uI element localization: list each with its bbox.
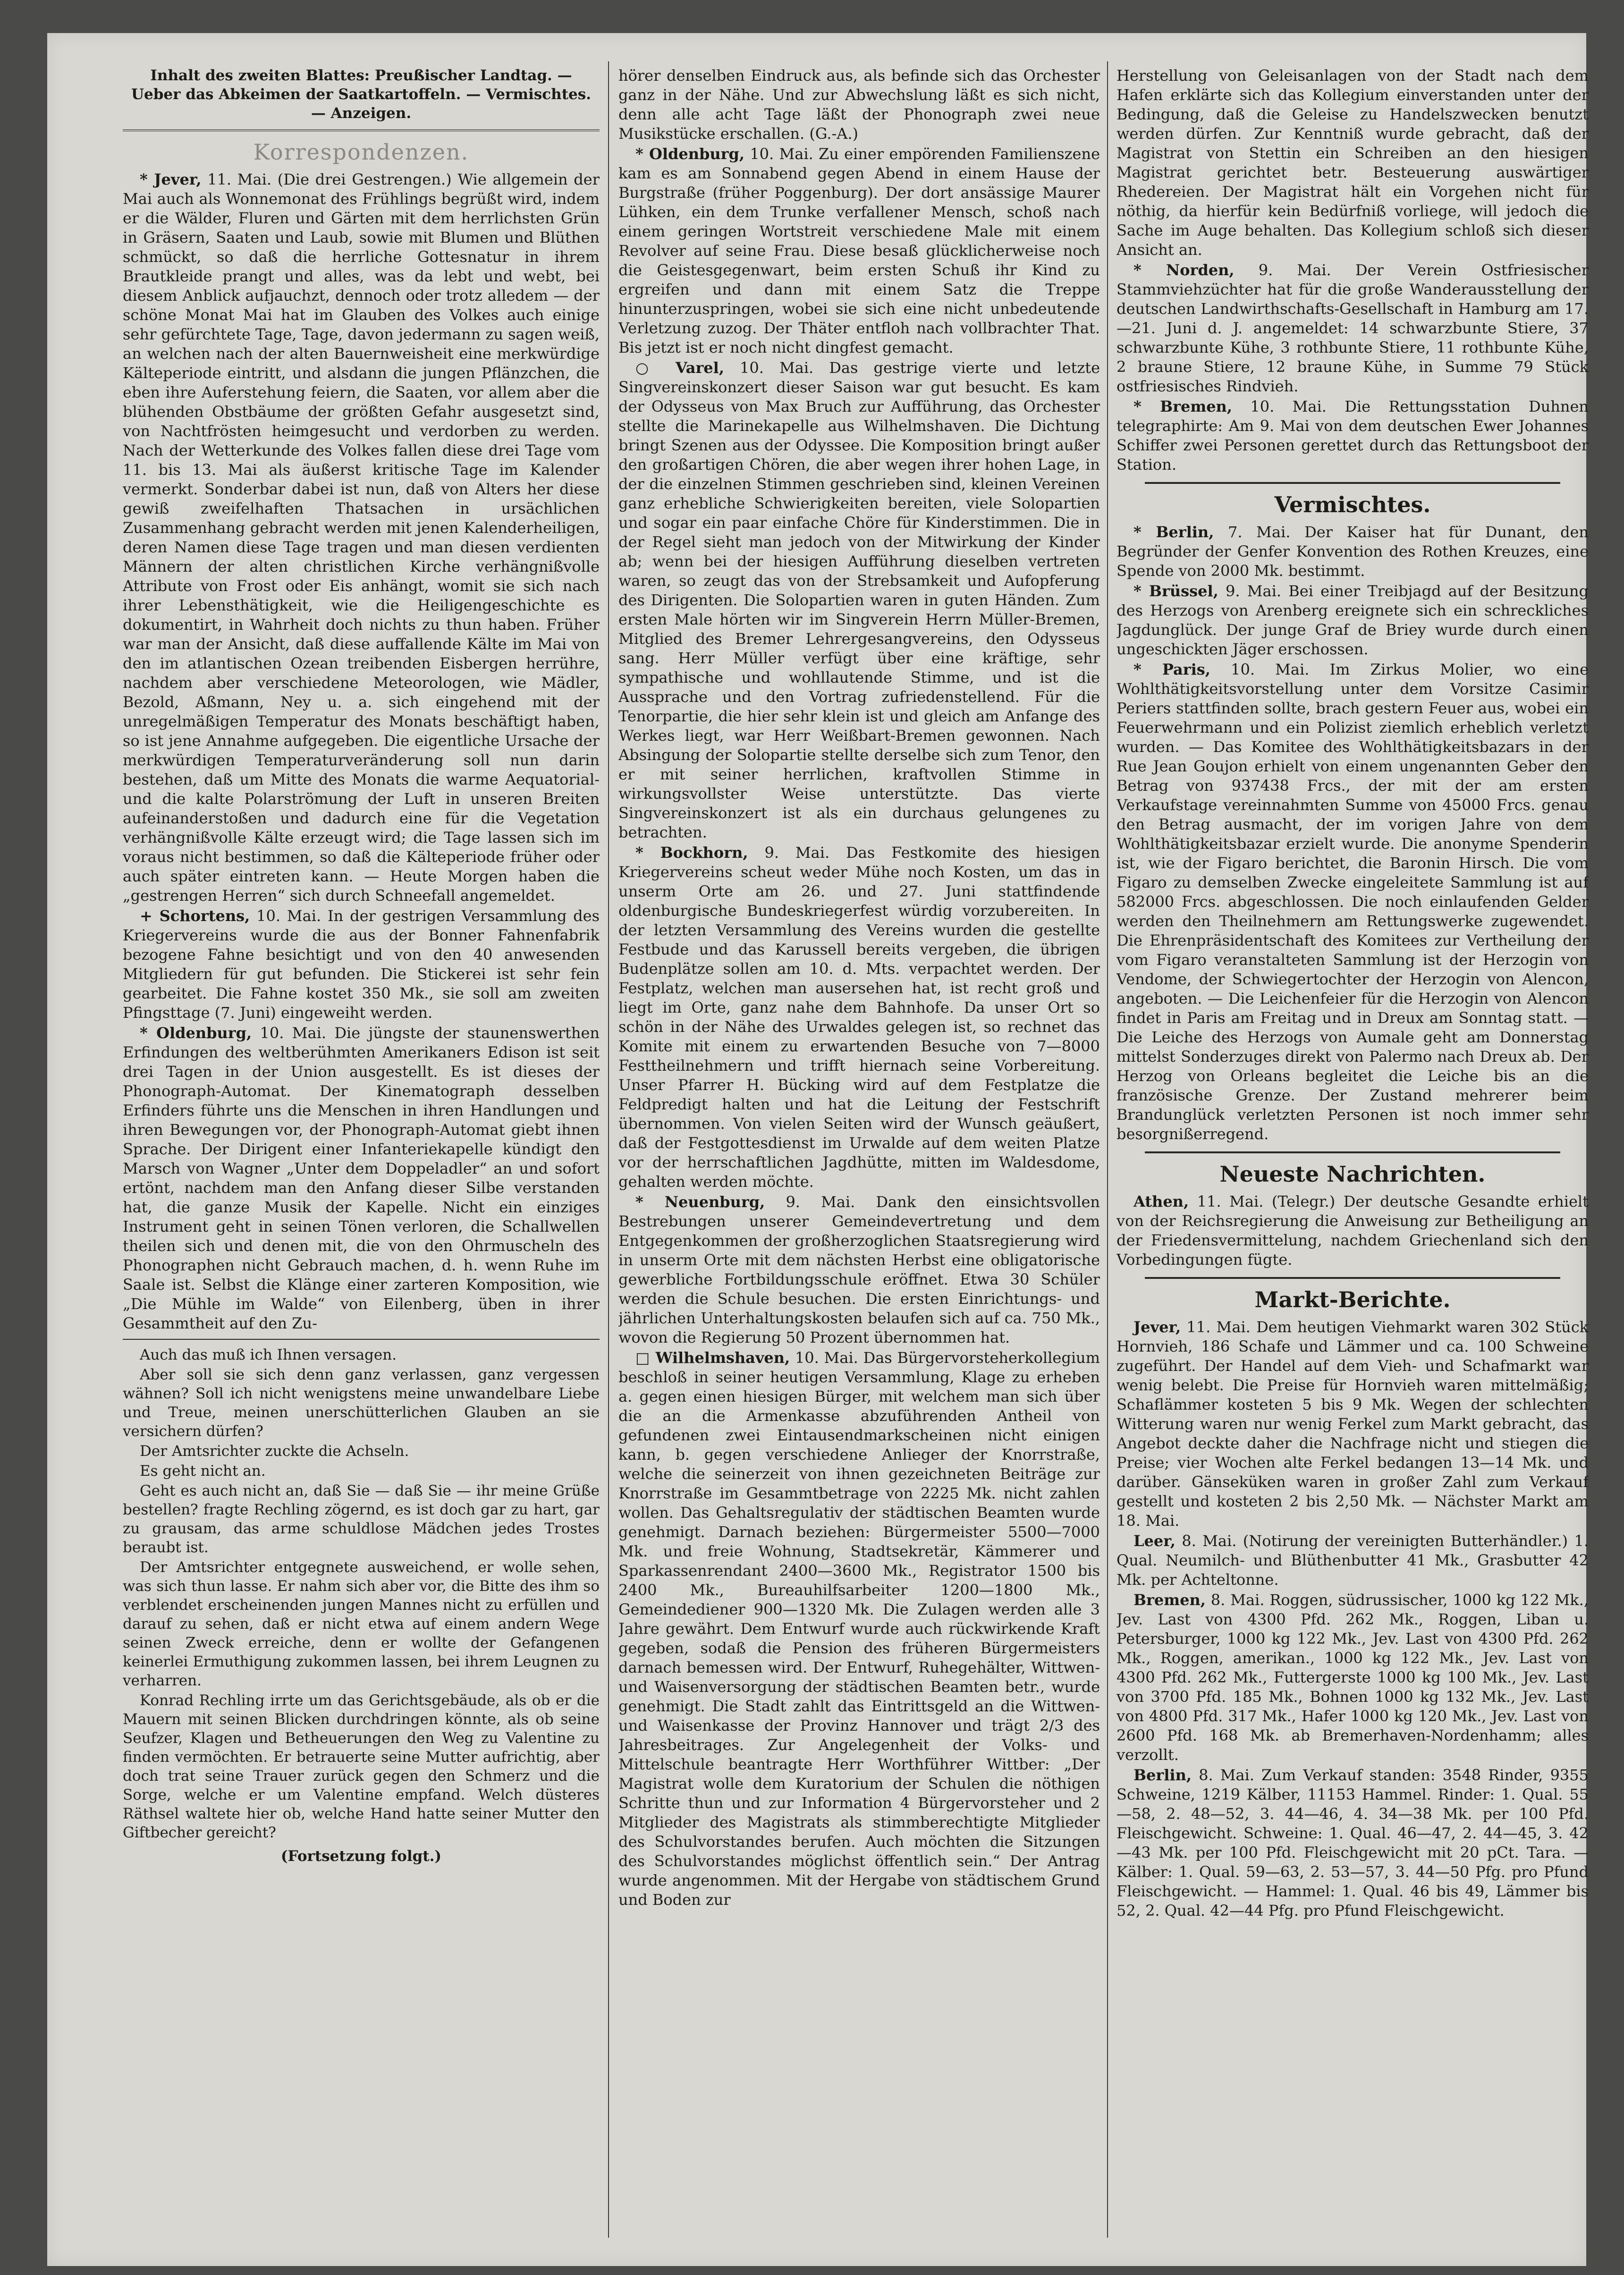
- article: [618, 1192, 1100, 1347]
- section-divider: [1145, 1151, 1560, 1153]
- dateline: * Brüssel,: [1133, 582, 1218, 600]
- article-continuation: hörer denselben Eindruck aus, als befinde sich das Orchester ganz in der Nähe. Und zur Abwechslung läßt es sich nicht, denn alle acht Tage läßt der Phonograph zwei neue Musikstücke erschallen. (G.-A.): [618, 67, 1100, 143]
- dateline: + Schortens,: [140, 907, 250, 925]
- section-divider: [1145, 1277, 1560, 1279]
- section-heading-vermischtes: Vermischtes.: [1274, 492, 1431, 517]
- article: [123, 906, 600, 1023]
- article-text: 10. Mai. In der gestrigen Versammlung des Kriegervereins wurde die aus der Bonner Fahnenfabrik bezogene Fahne besichtigt und von den 40 anwesenden Mitgliedern für gut befunden. Die Stickerei ist sehr fein gearbeitet. Die Fahne kostet 350 Mk., sie soll am zweiten Pfingsttage (7. Juni) eingeweiht werden.: [123, 907, 600, 1022]
- column-rule: [608, 61, 609, 2238]
- story-paragraph: Der Amtsrichter entgegnete ausweichend, er wolle sehen, was sich thun lasse. Er nahm sich aber vor, die Bitte des ihm so verblendet erscheinenden jungen Mannes nicht zu erfüllen und darauf zu sehen, daß er nicht etwa auf einem andern Wege seinen Zweck erreiche, denn er wollte der Gefangenen keinerlei Ermuthigung zukommen lassen, bei ihrem Leugnen zu verharren.: [123, 1559, 600, 1689]
- dateline: Jever,: [1133, 1318, 1181, 1336]
- column-1: [123, 66, 600, 2242]
- article: [1116, 397, 1589, 474]
- dateline: * Oldenburg,: [635, 145, 745, 163]
- article-continuation: Herstellung von Geleisanlagen von der Stadt nach dem Hafen erklärte sich das Kollegium einverstanden unter der Bedingung, daß die Geleise zu Handelszwecken benutzt werden dürfen. Zur Kenntniß wurde gebracht, daß der Magistrat von Stettin ein Schreiben an den hiesigen Magistrat gerichtet betr. Besteuerung auswärtiger Rhedereien. Der Magistrat hält ein Vorgehen nicht für nöthig, da hierfür kein Bedürfniß vorliege, will jedoch die Sache im Auge behalten. Das Kollegium schloß sich dieser Ansicht an.: [1116, 67, 1589, 259]
- dateline: Bremen,: [1133, 1591, 1206, 1609]
- story-paragraph: Aber soll sie sich denn ganz verlassen, ganz vergessen wähnen? Soll ich nicht wenigstens meine unwandelbare Liebe und Treue, meinen unerschütterlichen Glauben an sie versichern dürfen?: [123, 1366, 600, 1440]
- story-continuation-note: (Fortsetzung folgt.): [280, 1848, 442, 1865]
- feuilleton-story: [123, 1345, 600, 1866]
- section-heading-korrespondenzen: Korrespondenzen.: [253, 139, 469, 165]
- article: [1116, 1590, 1589, 1765]
- article: [1116, 1318, 1589, 1531]
- article: [1116, 582, 1589, 659]
- article-text: 10. Mai. Das Bürgervorsteherkollegium beschloß in seiner heutigen Versammlung, Klage zu erheben a. gegen einen hiesigen Bürger, mit welchem man sich über die an die Armenkasse abzuführenden Antheil von gefundenen zwei Eintausendmarkscheinen nicht einigen kann, b. gegen verschiedene Anlieger der Knorrstraße, welche die seinerzeit von ihnen gezeichneten Beiträge zur Knorrstraße im Gesammtbetrage von 2225 Mk. nicht zahlen wollen. Das Gehaltsregulativ der städtischen Beamten wurde genehmigt. Darnach beziehen: Bürgermeister 5500—7000 Mk. und freie Wohnung, Stadtsekretär, Kämmerer und Sparkassenrendant 2400—3600 Mk., Registrator 1500 bis 2400 Mk., Bureauhilfsarbeiter 1200—1800 Mk., Gemeindediener 900—1320 Mk. Die Zulagen werden alle 3 Jahre gewährt. Dem Entwurf wurde auch rückwirkende Kraft gegeben, sodaß die Pension des früheren Bürgermeisters darnach bemessen wird. Der Entwurf, Ruhegehälter, Wittwen- und Waisenversorgung der städtischen Beamten betr., wurde genehmigt. Die Stadt zahlt das Eintrittsgeld an die Wittwen- und Waisenkasse der Provinz Hannover und trägt 2/3 des Jahresbeitrages. Zur Angelegenheit der Volks- und Mittelschule beantragte Herr Worthführer Wittber: „Der Magistrat wolle dem Kuratorium der Schulen die nöthigen Schritte thun und zur Information 4 Bürgervorsteher und 2 Mitglieder des Magistrats als stimmberechtigte Mitglieder des Schulvorstandes berufen. Auch möchten die Sitzungen des Schulvorstandes möglichst öffentlich sein.“ Der Antrag wurde angenommen. Mit der Hergabe von städtischem Grund und Boden zur: [618, 1349, 1100, 1909]
- article-text: 11. Mai. (Telegr.) Der deutsche Gesandte erhielt von der Reichsregierung die Anweisung zur Betheiligung an der Friedensvermittelung, nachdem Griechenland sich den Vorbedingungen fügte.: [1116, 1192, 1589, 1269]
- article: [123, 170, 600, 905]
- newspaper-page: [47, 33, 1589, 2266]
- article: [618, 843, 1100, 1192]
- article: [123, 1023, 600, 1333]
- column-rule: [1107, 61, 1108, 2238]
- dateline: * Berlin,: [1133, 523, 1214, 541]
- article-text: 9. Mai. Dank den einsichtsvollen Bestrebungen unserer Gemeindevertretung und dem Entgegenkommen der großherzoglichen Staatsregierung wird in unserm Orte mit dem nächsten Herbst eine obligatorische gewerbliche Fortbildungsschule eröffnet. Etwa 30 Schüler werden die Schule besuchen. Die ersten Einrichtungs- und jährlichen Unterhaltungskosten belaufen sich auf ca. 750 Mk., wovon die Regierung 50 Prozent übernommen hat.: [618, 1193, 1100, 1346]
- story-paragraph: Konrad Rechling irrte um das Gerichtsgebäude, als ob er die Mauern mit seinen Blicken durchdringen könnte, als ob seine Seufzer, Klagen und Betheuerungen den Weg zu Valentine zu finden vermöchten. Er betrauerte seine Mutter aufrichtig, aber doch trat seine Trauer zurück gegen den Schmerz und die Sorge, welche er um Valentine empfand. Welch düsteres Räthsel waltete hier ob, welche Hand hatte seiner Mutter den Giftbecher gereicht?: [123, 1692, 600, 1841]
- article-text: 8. Mai. Zum Verkauf standen: 3548 Rinder, 9355 Schweine, 1219 Kälber, 11153 Hammel. Rinder: 1. Qual. 55—58, 2. 48—52, 3. 44—46, 4. 34—38 Mk. per 100 Pfd. Fleischgewicht. Schweine: 1. Qual. 46—47, 2. 44—45, 3. 42—43 Mk. per 100 Pfd. Fleischgewicht mit 20 pCt. Tara. — Kälber: 1. Qual. 59—63, 2. 53—57, 3. 44—50 Pfg. pro Pfund Fleischgewicht. — Hammel: 1. Qual. 46 bis 49, Lämmer bis 52, 2. Qual. 42—44 Pfg. pro Pfund Fleischgewicht.: [1116, 1766, 1589, 1920]
- article: [1116, 1192, 1589, 1269]
- article-text: 8. Mai. (Notirung der vereinigten Butterhändler.) 1. Qual. Neumilch- und Blüthenbutter 41 Mk., Grasbutter 42 Mk. per Achteltonne.: [1116, 1532, 1589, 1589]
- article: [618, 144, 1100, 357]
- article-text: 10. Mai. Die Rettungsstation Duhnen telegraphirte: Am 9. Mai von dem deutschen Ewer Johannes Schiffer zwei Personen gerettet durch das Rettungsboot der Station.: [1116, 397, 1589, 474]
- article-text: 10. Mai. Die jüngste der staunenswerthen Erfindungen des weltberühmten Amerikaners Edison ist seit drei Tagen in der Union ausgestellt. Es ist dieses der Phonograph-Automat. Der Kinematograph desselben Erfinders führte uns die Menschen in ihren Handlungen und ihren Bewegungen vor, der Phonograph-Automat giebt ihnen Sprache. Der Dirigent einer Infanteriekapelle kündigt den Marsch von Wagner „Unter dem Doppeladler“ an und sofort ertönt, nachdem man den Anfang dieser Silbe verstanden hat, die ganze Musik der Kapelle. Nicht ein einziges Instrument geht in seinen Tönen verloren, die Schallwellen theilen sich und denen mit, die von den Ohrmuscheln des Phonographen nicht Gebrauch machen, d. h. wenn Ruhe im Saale ist. Selbst die Klänge einer zarteren Komposition, wie „Die Mühle im Walde“ von Eilenberg, üben in ihrer Gesammtheit auf den Zu-: [123, 1024, 600, 1332]
- dateline: □ Wilhelmshaven,: [635, 1349, 790, 1367]
- article: [618, 358, 1100, 842]
- article-text: 10. Mai. Im Zirkus Molier, wo eine Wohlthätigkeitsvorstellung unter dem Vorsitze Casimir Periers stattfinden sollte, brach gestern Feuer aus, wobei ein Feuerwehrmann und ein Polizist ziemlich erheblich verletzt wurden. — Das Komitee des Wohlthätigkeitsbazars in der Rue Jean Goujon erhielt von einem ungenannten Geber den Betrag von 937438 Frcs., der mit der am ersten Verkaufstage vereinnahmten Summe von 45000 Frcs. genau den Betrag ausmacht, der im vorigen Jahre von dem Wohlthätigkeitsbazar erzielt wurde. Die anonyme Spenderin ist, wie der Figaro berichtet, die Baronin Hirsch. Die vom Figaro zu demselben Zwecke eingeleitete Sammlung ist auf 582000 Frcs. abgeschlossen. Die noch einlaufenden Gelder werden den Theilnehmern am Rettungswerke zugewendet. Die Ehrenpräsidentschaft des Komitees zur Vertheilung der vom Figaro veranstalteten Sammlung ist der Herzogin von Vendome, der Schwiegertochter der Herzogin von Alencon, angeboten. — Die Leichenfeier für die Herzogin von Alencon findet in Paris am Freitag und in Dreux am Sonntag statt. — Die Leiche des Herzogs von Aumale geht am Donnerstag mittelst Sonderzuges direkt von Palermo nach Dreux ab. Der Herzog von Orleans begleitet die Leiche bis an die französische Grenze. Der Zustand mehrerer beim Brandunglück verletzten Personen ist noch immer sehr besorgnißerregend.: [1116, 660, 1589, 1143]
- dateline: Leer,: [1133, 1532, 1176, 1550]
- article: [1116, 261, 1589, 396]
- article-text: 9. Mai. Das Festkomite des hiesigen Kriegervereins scheut weder Mühe noch Kosten, um das in unserm Orte am 26. und 27. Juni stattfindende oldenburgische Bundeskriegerfest würdig vorzubereiten. In der letzten Versammlung des Vereins wurden die gestellte Festbude und das Karussell bereits vergeben, die übrigen Budenplätze sollen am 10. d. Mts. verpachtet werden. Der Festplatz, welchen man ausersehen hat, ist recht groß und liegt im Orte, ganz nahe dem Bahnhofe. Da unser Ort so schön in der Nähe des Urwaldes gelegen ist, so rechnet das Komite mit einem zu erwartenden Besuche von 7—8000 Festtheilnehmern und trifft hiernach seine Vorbereitung. Unser Pfarrer H. Bücking wird auf dem Festplatze die Feldpredigt halten und hat die Leitung der Festschrift übernommen. Von vielen Seiten wird der Wunsch geäußert, daß der Festgottesdienst im Urwalde auf dem weiten Platze vor der herrschaftlichen Jagdhütte, mitten im Waldesdome, gehalten werden möchte.: [618, 844, 1100, 1191]
- section-divider: [1145, 482, 1560, 484]
- dateline: ○ Varel,: [635, 359, 724, 377]
- dateline: * Paris,: [1133, 660, 1210, 678]
- dateline: Athen,: [1133, 1192, 1189, 1210]
- article: [1116, 660, 1589, 1144]
- section-heading-neueste-nachrichten: Neueste Nachrichten.: [1219, 1161, 1486, 1187]
- dateline: Berlin,: [1133, 1766, 1192, 1784]
- story-paragraph: Geht es auch nicht an, daß Sie — daß Sie — ihr meine Grüße bestellen? fragte Rechling zögernd, es ist doch gar zu hart, gar zu grausam, das arme schuldlose Mädchen jedes Trostes beraubt ist.: [123, 1482, 600, 1556]
- article-text: 11. Mai. Dem heutigen Viehmarkt waren 302 Stück Hornvieh, 186 Schafe und Lämmer und ca. 100 Schweine zugeführt. Der Handel auf dem Vieh- und Schafmarkt war wenig belebt. Die Preise für Hornvieh waren mittelmäßig; Schaflämmer kosteten 5 bis 9 Mk. Wegen der schlechten Witterung waren nur wenig Ferkel zum Markt gebracht, das Angebot deckte daher die Nachfrage nicht und stiegen die Preise; vier Wochen alte Ferkel bedangen 13—14 Mk. und darüber. Gänseküken waren in großer Zahl zum Verkauf gestellt und kosteten 2 bis 2,50 Mk. — Nächster Markt am 18. Mai.: [1116, 1318, 1589, 1530]
- article-text: 10. Mai. Zu einer empörenden Familienszene kam es am Sonnabend gegen Abend in einem Hause der Burgstraße (früher Poggenburg). Der dort ansässige Maurer Lühken, ein dem Trunke verfallener Mensch, schoß nach einem geringen Wortstreit verschiedene Male mit einem Revolver auf seine Frau. Diese besaß glücklicherweise noch die Geistesgegenwart, beim ersten Schuß ihr Kind zu ergreifen und dann mit einem Satz die Treppe hinunterzuspringen, wobei sie sich eine nicht unbedeutende Verletzung zuzog. Der Thäter entfloh nach vollbrachter That. Bis jetzt ist er noch nicht dingfest gemacht.: [618, 145, 1100, 356]
- section-heading-markt-berichte: Markt-Berichte.: [1254, 1287, 1451, 1312]
- dateline: * Bockhorn,: [635, 844, 748, 862]
- column-3: [1116, 66, 1589, 2242]
- feuilleton-divider: [123, 1339, 600, 1340]
- article: [618, 1348, 1100, 1910]
- article-text: 9. Mai. Bei einer Treibjagd auf der Besitzung des Herzogs von Arenberg ereignete sich ein schreckliches Jagdunglück. Der junge Graf de Briey wurde durch einen ungeschickten Jäger erschossen.: [1116, 582, 1589, 658]
- story-paragraph: Auch das muß ich Ihnen versagen.: [140, 1346, 397, 1363]
- story-paragraph: Der Amtsrichter zuckte die Achseln.: [140, 1443, 409, 1460]
- dateline: * Norden,: [1133, 261, 1235, 279]
- article-text: 8. Mai. Roggen, südrussischer, 1000 kg 122 Mk., Jev. Last von 4300 Pfd. 262 Mk., Roggen, Liban u. Petersburger, 1000 kg 122 Mk., Jev. Last von 4300 Pfd. 262 Mk., Roggen, amerikan., 1000 kg 122 Mk., Jev. Last von 4300 Pfd. 262 Mk., Futtergerste 1000 kg 100 Mk., Jev. Last von 3700 Pfd. 185 Mk., Bohnen 1000 kg 132 Mk., Jev. Last von 4800 Pfd. 317 Mk., Hafer 1000 kg 120 Mk., Jev. Last von 2600 Pfd. 168 Mk. ab Bremerhaven-Nordenhamm; alles verzollt.: [1116, 1591, 1589, 1764]
- article: [1116, 1531, 1589, 1590]
- table-of-contents: Inhalt des zweiten Blattes: Preußischer Landtag. — Ueber das Abkeimen der Saatkartoffeln. — Vermischtes. — Anzeigen.: [123, 66, 600, 131]
- article-text: 10. Mai. Das gestrige vierte und letzte Singvereinskonzert dieser Saison war gut besucht. Es kam der Odysseus von Max Bruch zur Aufführung, das Orchester stellte die Marinekapelle aus Wilhelmshaven. Die Dichtung bringt Szenen aus der Odyssee. Die Komposition bringt außer den großartigen Chören, die aber wegen ihrer hohen Lage, in der die einzelnen Stimmen geschrieben sind, kleinen Vereinen ganz erhebliche Schwierigkeiten bereiten, viele Solopartien und sogar ein paar einfache Chöre für Kinderstimmen. Die in der Regel sieht man jedoch von der Mitwirkung der Kinder ab; wenn bei der hiesigen Aufführung dieselben vertreten waren, so zeugt das von der Strebsamkeit und Aufopferung des Dirigenten. Die Solopartien waren in guten Händen. Zum ersten Male hörten wir im Singverein Herrn Müller-Bremen, Mitglied des Bremer Lehrergesangvereins, den Odysseus sang. Herr Müller verfügt über eine kräftige, sehr sympathische und wohllautende Stimme, und ist die Aussprache und den Vortrag zufriedenstellend. Für die Tenorpartie, die hier sehr klein ist und gleich am Anfange des Werkes liegt, war Herr Weißbart-Bremen gewonnen. Nach Absingung der Solopartie stellte derselbe sich zum Tenor, den er mit seiner herrlichen, kraftvollen Stimme in wirkungsvollster Weise unterstützte. Das vierte Singvereinskonzert ist als ein durchaus gelungenes zu betrachten.: [618, 359, 1100, 841]
- column-2: [618, 66, 1100, 2242]
- article-text: 11. Mai. (Die drei Gestrengen.) Wie allgemein der Mai auch als Wonnemonat des Frühlings begrüßt wird, indem er die Wälder, Fluren und Gärten mit dem herrlichsten Grün in Gräsern, Saaten und Laub, sowie mit Blumen und Blüthen schmückt, so daß die herrliche Gottesnatur in ihrem Brautkleide prangt und alles, was da lebt und webt, bei diesem Anblick aufjauchzt, dennoch oder trotz alledem — der schöne Monat Mai hat im Glauben des Volkes auch einige sehr gefürchtete Tage, Tage, davon jedermann zu sagen weiß, an welchen nach der alten Bauernweisheit eine merkwürdige Kälteperiode eintritt, und alsdann die jungen Pflänzchen, die eben ihre Auferstehung feiern, die Saaten, vor allem aber die blühenden Obstbäume der größten Gefahr ausgesetzt sind, von Nachtfrösten heimgesucht und verdorben zu werden. Nach der Wetterkunde des Volkes fallen diese drei Tage vom 11. bis 13. Mai als äußerst kritische Tage im Kalender vermerkt. Sonderbar dabei ist nun, daß von Alters her diese gewiß zweifelhaften Thatsachen in ursächlichen Zusammenhang gebracht werden mit jenen Kalenderheiligen, deren Namen diese Tage tragen und man diesen verdienten Männern der alten christlichen Kirche verhängnißvolle Attribute von Frost oder Eis anhängt, womit sie sich nach ihrer Lebensthätigkeit, wie die Heiligengeschichte es dokumentirt, in Wahrheit doch nichts zu thun haben. Früher war man der Ansicht, daß diese auffallende Kälte im Mai von den im atlantischen Ozean treibenden Eisbergen herrühre, nachdem aber verschiedene Meteorologen, wie Mädler, Bezold, Aßmann, Ney u. a. sich eingehend mit der unregelmäßigen Temperatur des Monats beschäftigt haben, so ist jene Annahme aufgegeben. Die eigentliche Ursache der merkwürdigen Temperaturveränderung soll nun darin bestehen, daß um Mitte des Monats die warme Aequatorial- und die kalte Polarströmung der Luft in unseren Breiten aufeinanderstoßen und dadurch eine für die Vegetation verhängnißvolle Kälte erzeugt wird; die Tage lassen sich im voraus nicht bestimmen, so daß die Kälteperiode früher oder auch später eintreten kann. — Heute Morgen haben die „gestrengen Herren“ sich durch Schneefall angemeldet.: [123, 170, 600, 905]
- dateline: * Neuenburg,: [635, 1193, 765, 1211]
- article: [1116, 523, 1589, 581]
- dateline: * Bremen,: [1133, 397, 1232, 415]
- story-paragraph: Es geht nicht an.: [140, 1463, 266, 1480]
- article: [1116, 1766, 1589, 1920]
- dateline: * Jever,: [140, 170, 202, 188]
- dateline: * Oldenburg,: [140, 1024, 252, 1042]
- article-text: 9. Mai. Der Verein Ostfriesischer Stammviehzüchter hat für die große Wanderausstellung der deutschen Landwirthschafts-Gesellschaft in Hamburg am 17.—21. Juni d. J. angemeldet: 14 schwarzbunte Stiere, 37 schwarzbunte Kühe, 3 rothbunte Stiere, 11 rothbunte Kühe, 2 braune Stiere, 12 braune Kühe, in Summe 79 Stück ostfriesisches Rindvieh.: [1116, 261, 1589, 395]
- article-text: 7. Mai. Der Kaiser hat für Dunant, den Begründer der Genfer Konvention des Rothen Kreuzes, eine Spende von 2000 Mk. bestimmt.: [1116, 523, 1589, 580]
